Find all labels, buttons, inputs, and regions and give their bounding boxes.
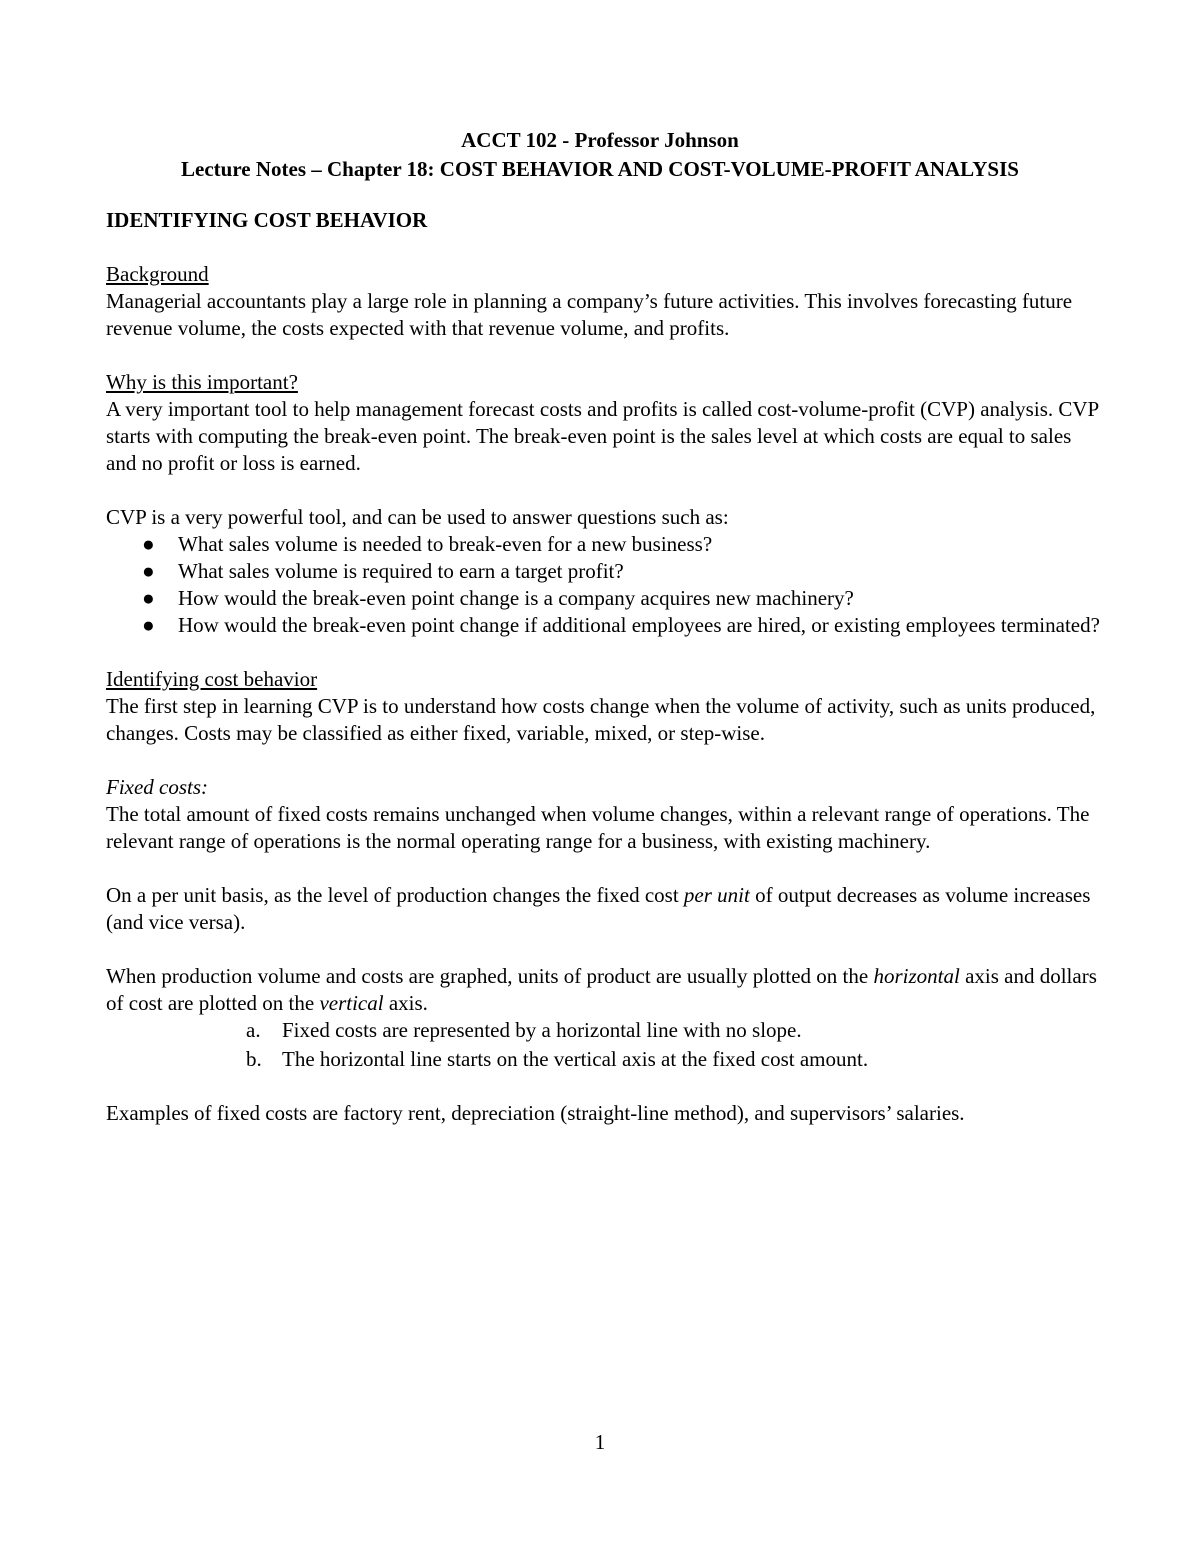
- graph-text-middle: axis and dollars of cost are plotted on the: [106, 964, 1097, 1015]
- why-paragraph: [106, 369, 1106, 477]
- bullet-icon: ●: [142, 586, 155, 610]
- bullet-icon: ●: [142, 613, 155, 637]
- per-unit-emphasis: per unit: [683, 883, 750, 907]
- per-unit-text-start: On a per unit basis, as the level of production changes the fixed cost: [106, 883, 684, 907]
- examples-paragraph: Examples of fixed costs are factory rent, depreciation (straight-line method), and supervisors’ salaries.: [106, 1101, 965, 1125]
- list-item: [106, 612, 1106, 639]
- vertical-emphasis: vertical: [319, 991, 384, 1015]
- horizontal-emphasis: horizontal: [873, 964, 960, 988]
- point-text: Fixed costs are represented by a horizontal line with no slope.: [282, 1018, 802, 1042]
- document-body: [106, 207, 1106, 1154]
- graph-paragraph: [106, 963, 1106, 1017]
- question-text: How would the break-even point change is a company acquires new machinery?: [178, 586, 854, 610]
- graph-text-end: axis.: [383, 991, 428, 1015]
- per-unit-text-end: of output decreases as volume increases (and vice versa).: [106, 883, 1091, 934]
- document-title-block: [0, 126, 1200, 184]
- background-paragraph: [106, 261, 1106, 342]
- list-item: [106, 1046, 1106, 1073]
- list-marker: a.: [246, 1018, 261, 1042]
- list-item: [106, 558, 1106, 585]
- section-heading: IDENTIFYING COST BEHAVIOR: [106, 208, 428, 232]
- point-text: The horizontal line starts on the vertical axis at the fixed cost amount.: [282, 1047, 869, 1071]
- fixed-costs-text: The total amount of fixed costs remains unchanged when volume changes, within a relevant range of operations. The relevant range of operations is the normal operating range for a business, with existing machinery.: [106, 802, 1090, 853]
- bullet-icon: ●: [142, 532, 155, 556]
- graph-text-start: When production volume and costs are graphed, units of product are usually plotted on the: [106, 964, 874, 988]
- per-unit-paragraph: [106, 882, 1106, 936]
- list-item: [106, 1017, 1106, 1044]
- identifying-heading: Identifying cost behavior: [106, 667, 318, 691]
- background-heading: Background: [106, 262, 209, 286]
- cvp-intro: CVP is a very powerful tool, and can be used to answer questions such as:: [106, 505, 729, 529]
- question-text: How would the break-even point change if additional employees are hired, or existing employees terminated?: [178, 613, 1100, 637]
- bullet-icon: ●: [142, 559, 155, 583]
- list-item: [106, 585, 1106, 612]
- fixed-costs-paragraph: [106, 774, 1106, 855]
- page-number: 1: [594, 1430, 606, 1454]
- cvp-question-list: [106, 531, 1106, 639]
- course-title: ACCT 102 - Professor Johnson: [461, 128, 739, 152]
- question-text: What sales volume is needed to break-even for a new business?: [178, 532, 713, 556]
- why-text: A very important tool to help management forecast costs and profits is called cost-volume-profit (CVP) analysis. CVP starts with computing the break-even point. The break-even point is the sales level at which costs are equal to sales and no profit or loss is earned.: [106, 397, 1099, 475]
- question-text: What sales volume is required to earn a target profit?: [178, 559, 624, 583]
- lecture-title: Lecture Notes – Chapter 18: COST BEHAVIOR AND COST-VOLUME-PROFIT ANALYSIS: [181, 157, 1019, 181]
- identifying-paragraph: [106, 666, 1106, 747]
- graph-points-list: [106, 1017, 1106, 1073]
- identifying-text: The first step in learning CVP is to understand how costs change when the volume of activity, such as units produced, changes. Costs may be classified as either fixed, variable, mixed, or step-wise.: [106, 694, 1096, 745]
- list-marker: b.: [246, 1047, 262, 1071]
- fixed-costs-heading: Fixed costs:: [106, 775, 209, 799]
- background-text: Managerial accountants play a large role in planning a company’s future activities. This involves forecasting future revenue volume, the costs expected with that revenue volume, and profits.: [106, 289, 1073, 340]
- list-item: [106, 531, 1106, 558]
- why-heading: Why is this important?: [106, 370, 298, 394]
